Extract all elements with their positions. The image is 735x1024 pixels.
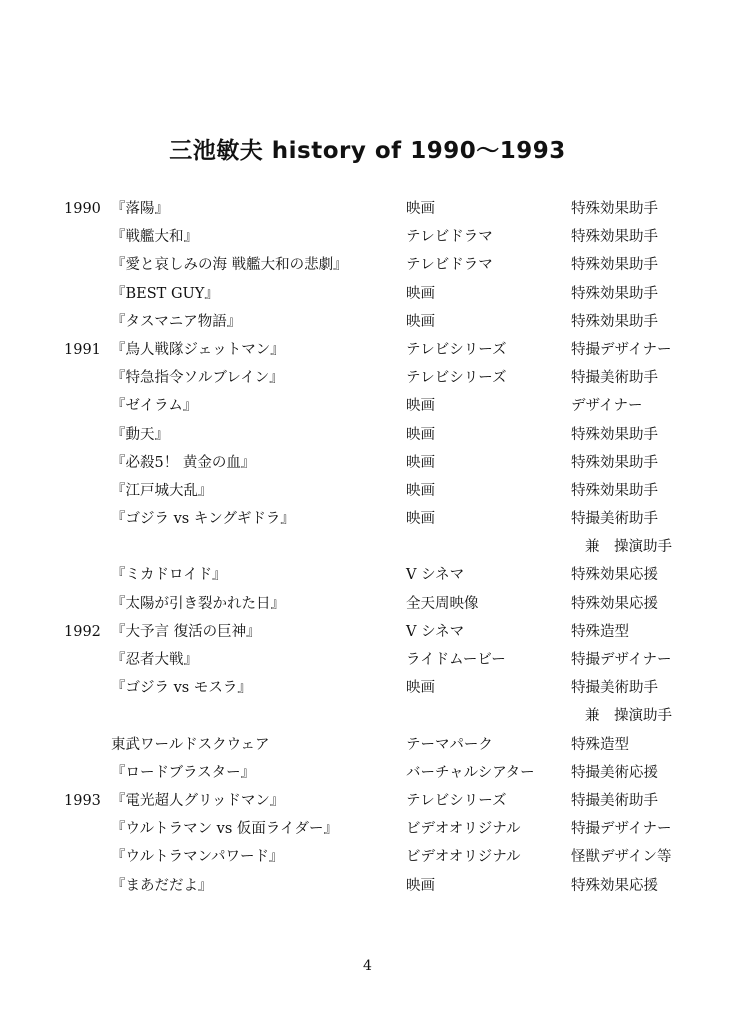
filmography-row — [0, 759, 735, 787]
media-type-cell: ビデオオリジナル — [406, 821, 521, 838]
media-type-cell: 映画 — [406, 285, 435, 302]
media-type-cell: 映画 — [406, 511, 435, 528]
role-cell: 兼 操演助手 — [585, 708, 672, 725]
work-title-cell: 『ミカドロイド』 — [111, 567, 227, 584]
role-cell: 特殊効果応援 — [571, 595, 658, 612]
work-title-cell: 『大予言 復活の巨神』 — [111, 623, 261, 640]
work-title-cell: 『鳥人戦隊ジェットマン』 — [111, 341, 285, 358]
role-cell: 特殊効果助手 — [571, 201, 658, 217]
work-title-cell: 『必殺5！ 黄金の血』 — [111, 454, 256, 471]
media-type-cell: 映画 — [406, 313, 435, 330]
filmography-row — [0, 646, 735, 674]
work-title-cell: 『ロードブラスター』 — [111, 764, 256, 781]
role-cell: 特殊効果助手 — [571, 285, 658, 302]
work-title-cell: 『落陽』 — [111, 201, 169, 217]
role-cell: 特殊造型 — [571, 736, 629, 753]
media-type-cell: テレビシリーズ — [406, 341, 507, 358]
filmography-row — [0, 336, 735, 364]
page-title: 三池敏夫 history of 1990〜1993 — [169, 138, 566, 164]
filmography-row — [0, 533, 735, 561]
work-title-cell: 『江戸城大乱』 — [111, 482, 213, 499]
work-title-cell: 『電光超人グリッドマン』 — [111, 792, 285, 809]
role-cell: デザイナー — [571, 398, 643, 415]
role-cell: 特殊効果助手 — [571, 454, 658, 471]
media-type-cell: ライドムービー — [406, 652, 506, 668]
work-title-cell: 『動天』 — [111, 426, 169, 443]
filmography-row — [0, 590, 735, 618]
role-cell: 特殊効果助手 — [571, 257, 658, 274]
work-title-cell: 『ゼイラム』 — [111, 398, 198, 415]
role-cell: 特撮美術助手 — [571, 511, 658, 528]
filmography-row — [0, 223, 735, 251]
filmography-row — [0, 251, 735, 279]
work-title-cell: 『ウルトラマンパワード』 — [111, 849, 284, 866]
filmography-row — [0, 195, 735, 223]
filmography-row — [0, 843, 735, 871]
role-cell: 怪獣デザイン等 — [571, 849, 672, 866]
work-title-cell: 『忍者大戦』 — [111, 652, 198, 668]
filmography-row — [0, 815, 735, 843]
role-cell: 特撮デザイナー — [571, 341, 672, 358]
year-cell: 1992 — [64, 623, 101, 640]
work-title-cell: 『戦艦大和』 — [111, 229, 198, 246]
year-cell: 1993 — [64, 792, 101, 809]
media-type-cell: バーチャルシアター — [406, 764, 535, 781]
media-type-cell: 映画 — [406, 680, 435, 697]
role-cell: 特殊造型 — [571, 623, 629, 640]
media-type-cell: テレビシリーズ — [406, 370, 507, 387]
work-title-cell: 『まあだだよ』 — [111, 877, 213, 894]
filmography-row — [0, 872, 735, 900]
filmography-row — [0, 505, 735, 533]
filmography-row — [0, 308, 735, 336]
media-type-cell: 映画 — [406, 426, 435, 443]
role-cell: 特殊効果応援 — [571, 877, 658, 894]
media-type-cell: ビデオオリジナル — [406, 849, 521, 866]
media-type-cell: テレビドラマ — [406, 257, 493, 274]
work-title-cell: 『BEST GUY』 — [111, 285, 219, 302]
filmography-row — [0, 731, 735, 759]
work-title-cell: 『愛と哀しみの海 戦艦大和の悲劇』 — [111, 257, 348, 274]
filmography-row — [0, 449, 735, 477]
media-type-cell: 全天周映像 — [406, 595, 479, 612]
role-cell: 特殊効果助手 — [571, 229, 658, 246]
media-type-cell: テーマパーク — [406, 736, 493, 753]
work-title-cell: 『ゴジラ vs モスラ』 — [111, 680, 252, 697]
filmography-row — [0, 280, 735, 308]
work-title-cell: 東武ワールドスクウェア — [111, 736, 270, 753]
role-cell: 特撮美術助手 — [571, 792, 658, 809]
role-cell: 特撮デザイナー — [571, 821, 672, 838]
role-cell: 特撮デザイナー — [571, 652, 672, 668]
media-type-cell: 映画 — [406, 201, 435, 217]
filmography-row — [0, 674, 735, 702]
page-number: 4 — [363, 958, 372, 974]
media-type-cell: 映画 — [406, 877, 435, 894]
year-cell: 1991 — [64, 341, 101, 358]
role-cell: 特殊効果応援 — [571, 567, 658, 584]
work-title-cell: 『太陽が引き裂かれた日』 — [111, 595, 285, 612]
filmography-row — [0, 392, 735, 420]
filmography-row — [0, 702, 735, 730]
filmography-row — [0, 787, 735, 815]
filmography-row — [0, 421, 735, 449]
work-title-cell: 『特急指令ソルブレイン』 — [111, 370, 284, 387]
media-type-cell: 映画 — [406, 398, 435, 415]
role-cell: 特撮美術応援 — [571, 764, 658, 781]
media-type-cell: V シネマ — [406, 623, 465, 640]
media-type-cell: 映画 — [406, 482, 435, 499]
media-type-cell: テレビドラマ — [406, 229, 493, 246]
role-cell: 特殊効果助手 — [571, 482, 658, 499]
media-type-cell: テレビシリーズ — [406, 792, 507, 809]
year-cell: 1990 — [64, 201, 101, 217]
role-cell: 兼 操演助手 — [585, 539, 672, 556]
work-title-cell: 『ゴジラ vs キングギドラ』 — [111, 511, 295, 528]
filmography-row — [0, 364, 735, 392]
work-title-cell: 『ウルトラマン vs 仮面ライダー』 — [111, 821, 338, 838]
role-cell: 特撮美術助手 — [571, 370, 658, 387]
role-cell: 特殊効果助手 — [571, 313, 658, 330]
role-cell: 特撮美術助手 — [571, 680, 658, 697]
filmography-row — [0, 618, 735, 646]
role-cell: 特殊効果助手 — [571, 426, 658, 443]
media-type-cell: 映画 — [406, 454, 435, 471]
work-title-cell: 『タスマニア物語』 — [111, 313, 242, 330]
media-type-cell: V シネマ — [406, 567, 465, 584]
filmography-list — [0, 195, 735, 900]
filmography-row — [0, 561, 735, 589]
filmography-row — [0, 477, 735, 505]
